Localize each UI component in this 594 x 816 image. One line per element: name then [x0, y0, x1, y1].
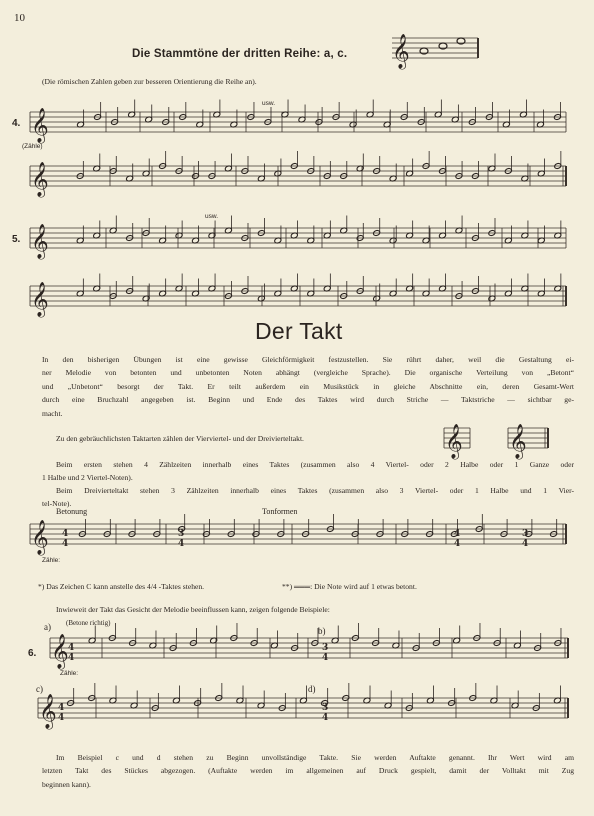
time-signature-denominator: 4: [58, 713, 65, 723]
time-signature-numerator: 4: [454, 529, 461, 539]
treble-clef-icon: 𝄞: [31, 108, 49, 143]
staff-betonung: [30, 514, 566, 556]
betonung-label: Betonung: [56, 507, 88, 516]
staff-4-4-sample: [444, 424, 470, 460]
staff-exercise-4a: [30, 100, 566, 145]
treble-clef-icon: 𝄞: [445, 424, 463, 459]
para1-last: macht.: [42, 408, 63, 418]
paragraph-4: [42, 484, 574, 511]
staff-exercise-4b: [30, 151, 566, 198]
para1-line: und „Unbetont“ besorgt der Takt. Er teilt außerdem ein Musikstück in gleiche Abschnitte ein, deren Gesamt-Wert: [42, 381, 574, 391]
treble-clef-icon: 𝄞: [392, 34, 410, 69]
time-signature-numerator: 4: [68, 643, 75, 653]
staff-exercise-5a: [30, 216, 566, 261]
staff-example-c-d: [38, 683, 568, 730]
section-title: Die Stammtöne der dritten Reihe: a, c.: [132, 48, 348, 60]
time-signature-numerator: 3: [322, 703, 329, 713]
para4-last: tel-Note).: [42, 499, 72, 509]
staff-example-6-ab: [50, 623, 568, 670]
para3-line: Beim ersten stehen 4 Zählzeiten innerhalb eines Taktes (zusammen also 4 Viertel- oder 2 Halbe oder 1 Ganze oder: [56, 460, 574, 469]
time-signature-numerator: 4: [58, 703, 65, 713]
time-signature-denominator: 4: [322, 653, 329, 663]
example-a-sub: (Betone richtig): [66, 619, 111, 627]
zaehle-label: (Zähle): [22, 143, 43, 150]
example-b-label: b): [318, 626, 326, 636]
usw-label-1: usw.: [262, 100, 276, 107]
time-signature-numerator: 3: [178, 529, 185, 539]
time-signature-denominator: 4: [62, 539, 69, 549]
para1-line: durch eine Bruchzahl angegeben ist. Beginn und Ende des Taktes wird durch Striche — Taktstriche — sichtbar ge-: [42, 395, 574, 405]
para6-line: letzten Takt des Stückes abgezogen. (Auftakte werden im allgemeinen auf Druck gespielt, damit der Volltakt mit Zug: [42, 766, 574, 776]
treble-clef-icon: 𝄞: [31, 282, 49, 317]
para3-last: 1 Halbe und 2 Viertel-Noten).: [42, 473, 133, 483]
time-signature-numerator: 4: [62, 529, 69, 539]
para6-last: beginnen kann).: [42, 779, 91, 789]
time-signature-denominator: 4: [454, 539, 461, 549]
exercise-4-label: 4.: [12, 118, 21, 129]
zaehle-label-3: Zähle:: [60, 670, 79, 677]
zaehle-label-2: Zähle:: [42, 557, 61, 564]
para1-line: In den bisherigen Übungen ist eine gewisse Gleichförmigkeit festzustellen. Sie rührt daher, weil die Gestaltung ei-: [42, 355, 574, 364]
time-signature-denominator: 4: [178, 539, 185, 549]
example-a-label: a): [44, 622, 51, 632]
paragraph-1: [42, 353, 574, 420]
tonformen-label: Tonformen: [262, 507, 298, 516]
treble-clef-icon: 𝄞: [51, 634, 69, 669]
page-number: 10: [14, 12, 25, 24]
footnote-star: *) Das Zeichen C kann anstelle des 4/4 -Taktes stehen.: [38, 582, 205, 591]
paragraph-6: [42, 751, 574, 791]
staff-exercise-5b: [30, 274, 566, 319]
para6-line: Im Beispiel c und d stehen zu Beginn unvollständige Takte. Sie werden Auftakte genannt. Ihr Wert wird am: [56, 753, 574, 762]
time-signature-denominator: 4: [68, 653, 75, 663]
example-d-label: d): [308, 684, 316, 694]
staff-3-4-sample: [508, 424, 548, 460]
paragraph-3: [42, 458, 574, 485]
treble-clef-icon: 𝄞: [31, 162, 49, 197]
treble-clef-icon: 𝄞: [39, 694, 57, 729]
heading-der-takt: Der Takt: [255, 318, 343, 344]
time-signature-denominator: 4: [522, 539, 529, 549]
time-signature-denominator: 4: [322, 713, 329, 723]
footnote-double-star: **) ═══: Die Note wird auf 1 etwas betont.: [282, 582, 417, 591]
usw-label-2: usw.: [205, 213, 219, 220]
paragraph-5: Inwieweit der Takt das Gesicht der Melodie beeinflussen kann, zeigen folgende Beispiele:: [56, 605, 330, 614]
para1-line: ner Melodie von betonten und unbetonten Noten abhängt (vergleiche Sprache). Die organische Verteilung von „Betont“: [42, 368, 574, 378]
para4-line: Beim Dreivierteltakt stehen 3 Zählzeiten innerhalb eines Taktes (zusammen also 3 Viertel- oder 1 Halbe und 1 Vier-: [56, 486, 574, 495]
paragraph-2: Zu den gebräuchlichsten Taktarten zählen der Vierviertel- und der Dreivierteltakt.: [56, 434, 304, 443]
treble-clef-icon: 𝄞: [509, 424, 527, 459]
exercise-5-label: 5.: [12, 234, 21, 245]
example-c-label: c): [36, 684, 43, 694]
treble-clef-icon: 𝄞: [31, 520, 49, 555]
time-signature-numerator: 3: [322, 643, 329, 653]
time-signature-numerator: 3: [522, 529, 529, 539]
exercise-6-label: 6.: [28, 648, 37, 659]
intro-note: (Die römischen Zahlen geben zur besseren Orientierung die Reihe an).: [42, 77, 257, 86]
treble-clef-icon: 𝄞: [31, 224, 49, 259]
